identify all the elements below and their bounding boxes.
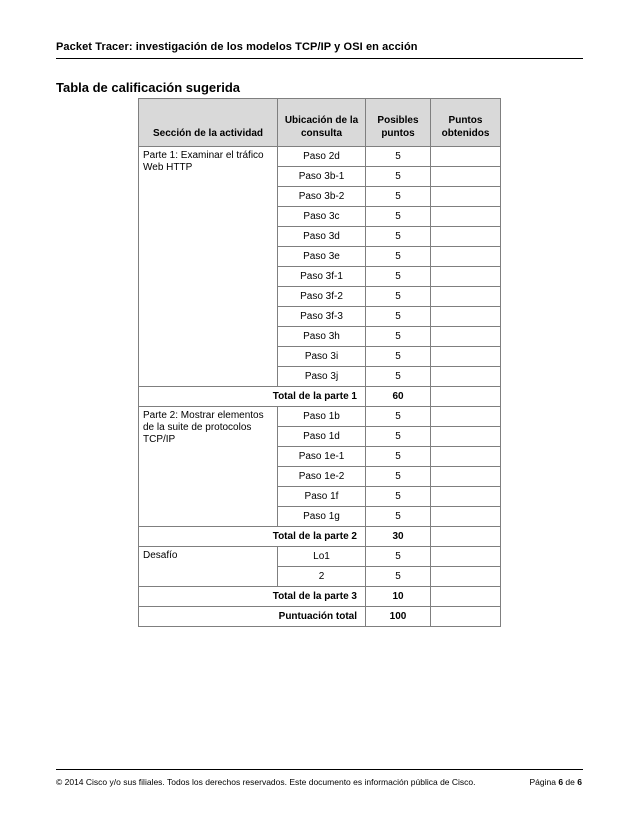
- page-current: 6: [558, 777, 564, 787]
- header-divider: [56, 58, 583, 59]
- location-cell: Paso 3d: [278, 227, 366, 247]
- earned-points-cell: [431, 347, 501, 367]
- grand-total-value: 100: [366, 607, 431, 627]
- earned-points-cell: [431, 507, 501, 527]
- possible-points-cell: 5: [366, 367, 431, 387]
- section-title: Tabla de calificación sugerida: [56, 80, 240, 95]
- earned-points-cell: [431, 367, 501, 387]
- total-value: 60: [366, 387, 431, 407]
- possible-points-cell: 5: [366, 207, 431, 227]
- possible-points-cell: 5: [366, 247, 431, 267]
- total-earned-cell: [431, 587, 501, 607]
- table-row: [139, 147, 501, 167]
- table-row: [139, 547, 501, 567]
- grand-total-label: Puntuación total: [139, 607, 366, 627]
- grand-total-earned-cell: [431, 607, 501, 627]
- earned-points-cell: [431, 327, 501, 347]
- total-earned-cell: [431, 387, 501, 407]
- page-header: Packet Tracer: investigación de los modelos TCP/IP y OSI en acción: [56, 41, 418, 53]
- possible-points-cell: 5: [366, 147, 431, 167]
- possible-points-cell: 5: [366, 487, 431, 507]
- earned-points-cell: [431, 467, 501, 487]
- location-cell: Paso 1f: [278, 487, 366, 507]
- possible-points-cell: 5: [366, 307, 431, 327]
- possible-points-cell: 5: [366, 427, 431, 447]
- table-row: [139, 407, 501, 427]
- footer-divider: [56, 769, 583, 770]
- earned-points-cell: [431, 567, 501, 587]
- header-earned-points: Puntos obtenidos: [431, 99, 501, 147]
- total-label: Total de la parte 3: [139, 587, 366, 607]
- earned-points-cell: [431, 287, 501, 307]
- location-cell: Lo1: [278, 547, 366, 567]
- possible-points-cell: 5: [366, 507, 431, 527]
- header-section: Sección de la actividad: [139, 99, 278, 147]
- total-earned-cell: [431, 527, 501, 547]
- total-row: [139, 587, 501, 607]
- possible-points-cell: 5: [366, 267, 431, 287]
- total-row: [139, 387, 501, 407]
- possible-points-cell: 5: [366, 327, 431, 347]
- possible-points-cell: 5: [366, 547, 431, 567]
- location-cell: Paso 1e-1: [278, 447, 366, 467]
- grading-table: [138, 98, 501, 627]
- total-label: Total de la parte 2: [139, 527, 366, 547]
- earned-points-cell: [431, 547, 501, 567]
- earned-points-cell: [431, 267, 501, 287]
- earned-points-cell: [431, 447, 501, 467]
- grand-total-row: [139, 607, 501, 627]
- earned-points-cell: [431, 147, 501, 167]
- earned-points-cell: [431, 307, 501, 327]
- possible-points-cell: 5: [366, 187, 431, 207]
- possible-points-cell: 5: [366, 567, 431, 587]
- location-cell: Paso 3i: [278, 347, 366, 367]
- earned-points-cell: [431, 207, 501, 227]
- total-value: 30: [366, 527, 431, 547]
- earned-points-cell: [431, 167, 501, 187]
- possible-points-cell: 5: [366, 347, 431, 367]
- location-cell: Paso 3j: [278, 367, 366, 387]
- total-row: [139, 527, 501, 547]
- location-cell: Paso 3f-3: [278, 307, 366, 327]
- location-cell: 2: [278, 567, 366, 587]
- section-label: Parte 2: Mostrar elementos de la suite de protocolos TCP/IP: [139, 407, 278, 527]
- page-total: 6: [577, 777, 582, 787]
- page-of: de: [565, 777, 575, 787]
- earned-points-cell: [431, 227, 501, 247]
- possible-points-cell: 5: [366, 407, 431, 427]
- possible-points-cell: 5: [366, 227, 431, 247]
- location-cell: Paso 2d: [278, 147, 366, 167]
- earned-points-cell: [431, 407, 501, 427]
- header-possible-points: Posibles puntos: [366, 99, 431, 147]
- possible-points-cell: 5: [366, 167, 431, 187]
- possible-points-cell: 5: [366, 447, 431, 467]
- location-cell: Paso 3b-1: [278, 167, 366, 187]
- location-cell: Paso 3f-1: [278, 267, 366, 287]
- total-label: Total de la parte 1: [139, 387, 366, 407]
- section-label: Parte 1: Examinar el tráfico Web HTTP: [139, 147, 278, 387]
- location-cell: Paso 3f-2: [278, 287, 366, 307]
- table-header-row: [139, 99, 501, 147]
- earned-points-cell: [431, 487, 501, 507]
- possible-points-cell: 5: [366, 287, 431, 307]
- earned-points-cell: [431, 187, 501, 207]
- location-cell: Paso 1b: [278, 407, 366, 427]
- total-value: 10: [366, 587, 431, 607]
- location-cell: Paso 3e: [278, 247, 366, 267]
- location-cell: Paso 1e-2: [278, 467, 366, 487]
- earned-points-cell: [431, 247, 501, 267]
- header-location: Ubicación de la consulta: [278, 99, 366, 147]
- page-number: [529, 777, 582, 787]
- location-cell: Paso 1d: [278, 427, 366, 447]
- location-cell: Paso 3h: [278, 327, 366, 347]
- location-cell: Paso 3c: [278, 207, 366, 227]
- page-prefix: Página: [529, 777, 556, 787]
- possible-points-cell: 5: [366, 467, 431, 487]
- location-cell: Paso 1g: [278, 507, 366, 527]
- section-label: Desafío: [139, 547, 278, 587]
- location-cell: Paso 3b-2: [278, 187, 366, 207]
- footer-copyright: © 2014 Cisco y/o sus filiales. Todos los derechos reservados. Este documento es información pública de Cisco.: [56, 777, 476, 787]
- earned-points-cell: [431, 427, 501, 447]
